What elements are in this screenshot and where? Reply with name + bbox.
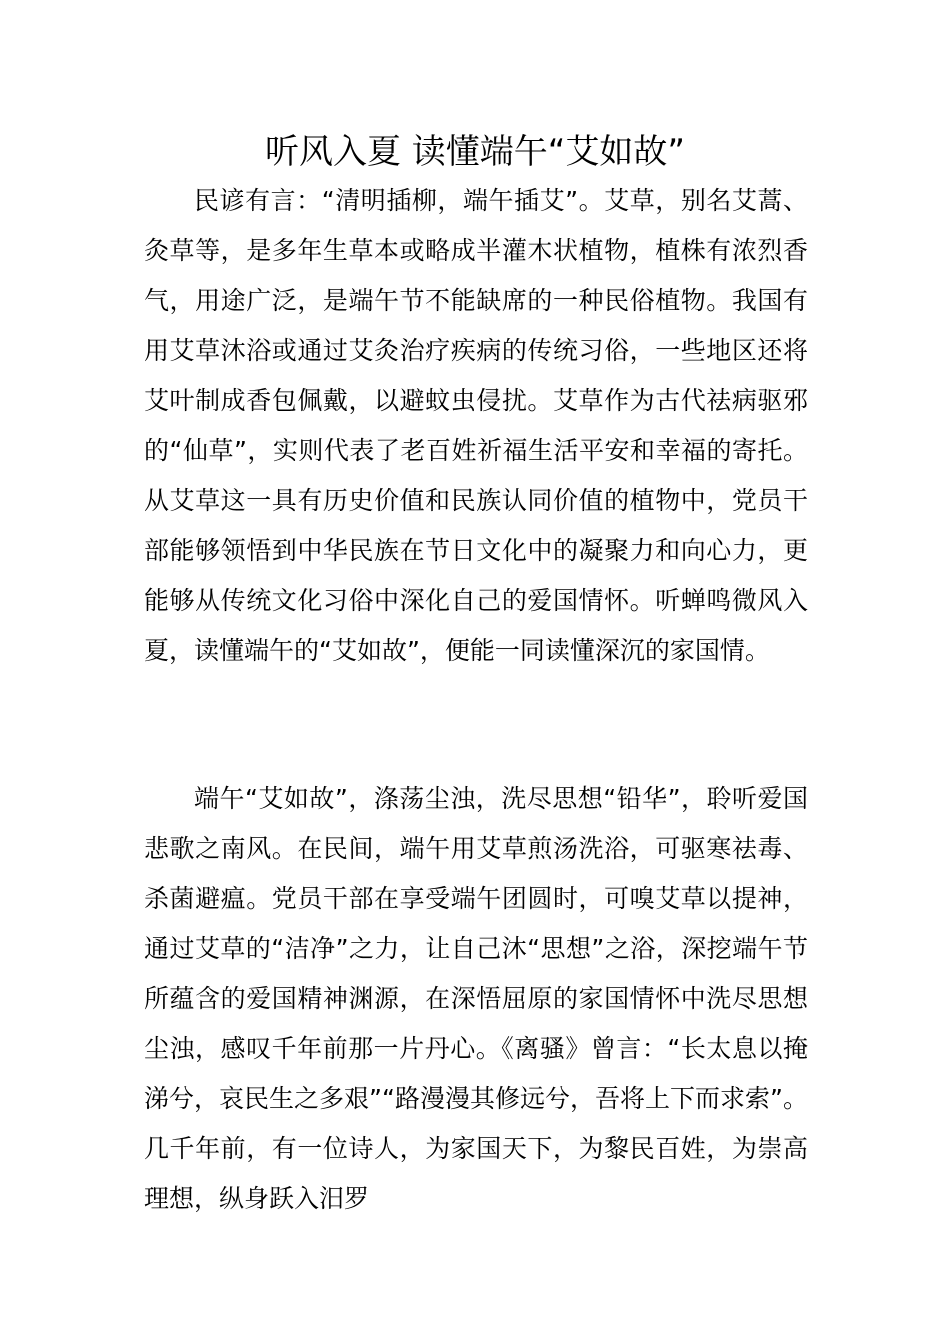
paragraph-1: 民谚有言：“清明插柳，端午插艾”。艾草，别名艾蒿、灸草等，是多年生草本或略成半灌木状植物，植株有浓烈香气，用途广泛，是端午节不能缺席的一种民俗植物。我国有用艾草沐浴或通过艾灸治疗疾病的传统习俗，一些地区还将艾叶制成香包佩戴，以避蚊虫侵扰。艾草作为古代祛病驱邪的“仙草”，实则代表了老百姓祈福生活平安和幸福的寄托。从艾草这一具有历史价值和民族认同价值的植物中，党员干部能够领悟到中华民族在节日文化中的凝聚力和向心力，更能够从传统文化习俗中深化自己的爱国情怀。听蝉鸣微风入夏，读懂端午的“艾如故”，便能一同读懂深沉的家国情。 <box>144 186 808 665</box>
paragraph-2: 端午“艾如故”，涤荡尘浊，洗尽思想“铅华”，聆听爱国悲歌之南风。在民间，端午用艾草煎汤洗浴，可驱寒祛毒、杀菌避瘟。党员干部在享受端午团圆时，可嗅艾草以提神，通过艾草的“洁净”之力，让自己沐“思想”之浴，深挖端午节所蕴含的爱国精神渊源，在深悟屈原的家国情怀中洗尽思想尘浊，感叹千年前那一片丹心。《离骚》曾言：“长太息以掩涕兮，哀民生之多艰”“路漫漫其修远兮，吾将上下而求索”。几千年前，有一位诗人，为家国天下，为黎民百姓，为崇高理想，纵身跃入汨罗 <box>144 784 808 1213</box>
document-title: 听风入夏 读懂端午“艾如故” <box>264 132 686 172</box>
